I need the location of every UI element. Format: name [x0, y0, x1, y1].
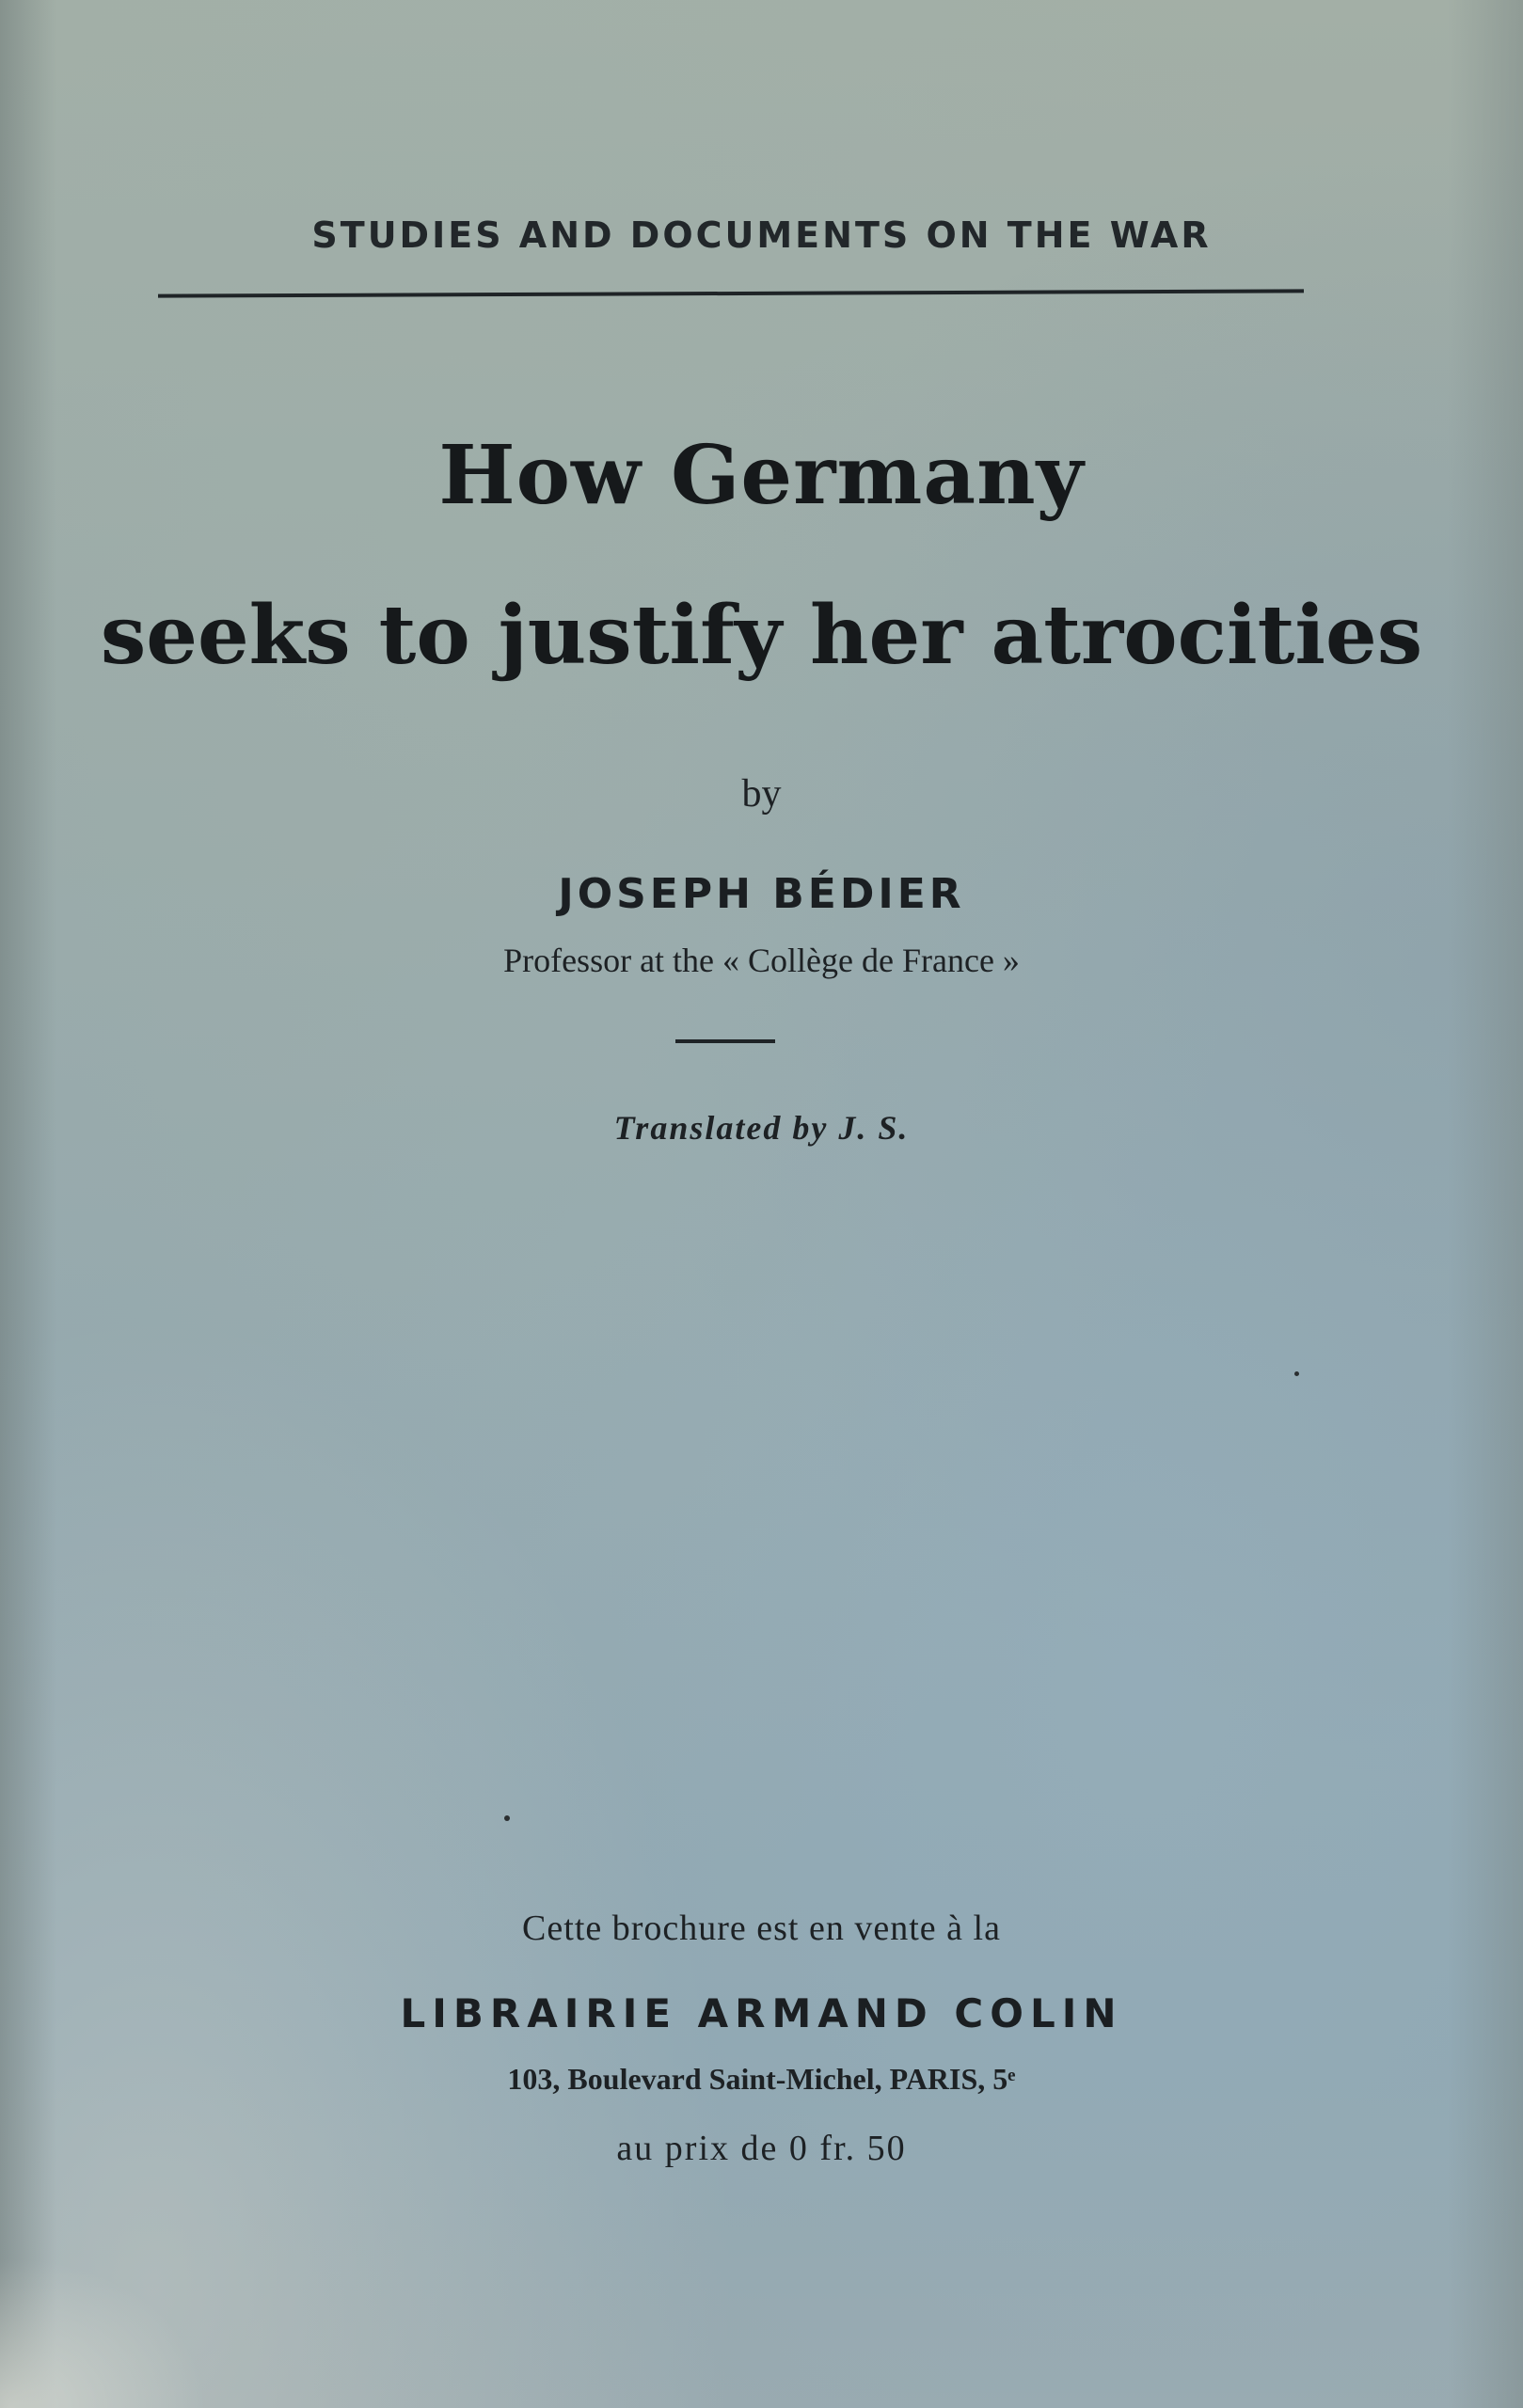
page-edge-shadow-right: [1448, 0, 1523, 2408]
worn-corner: [0, 2258, 207, 2408]
paper-speck: [504, 1815, 510, 1821]
title-line-2: seeks to justify her atrocities: [100, 588, 1423, 683]
author-affiliation: Professor at the « Collège de France »: [503, 942, 1020, 979]
publisher-name: LIBRAIRIE ARMAND COLIN: [400, 1990, 1123, 2036]
sale-notice: Cette brochure est en vente à la: [522, 1909, 1001, 1948]
section-divider: [675, 1039, 775, 1043]
price-line: au prix de 0 fr. 50: [616, 2129, 907, 2168]
author-name: JOSEPH BÉDIER: [558, 870, 965, 918]
byline: by: [741, 772, 782, 816]
translator-credit: Translated by J. S.: [613, 1109, 910, 1147]
title-line-1: How Germany: [438, 428, 1085, 523]
series-header: STUDIES AND DOCUMENTS ON THE WAR: [311, 214, 1212, 256]
paper-speck: [1294, 1371, 1299, 1376]
page-edge-shadow-left: [0, 0, 56, 2408]
header-rule: [158, 289, 1304, 297]
publisher-address: 103, Boulevard Saint-Michel, PARIS, 5ᵉ: [507, 2062, 1016, 2096]
